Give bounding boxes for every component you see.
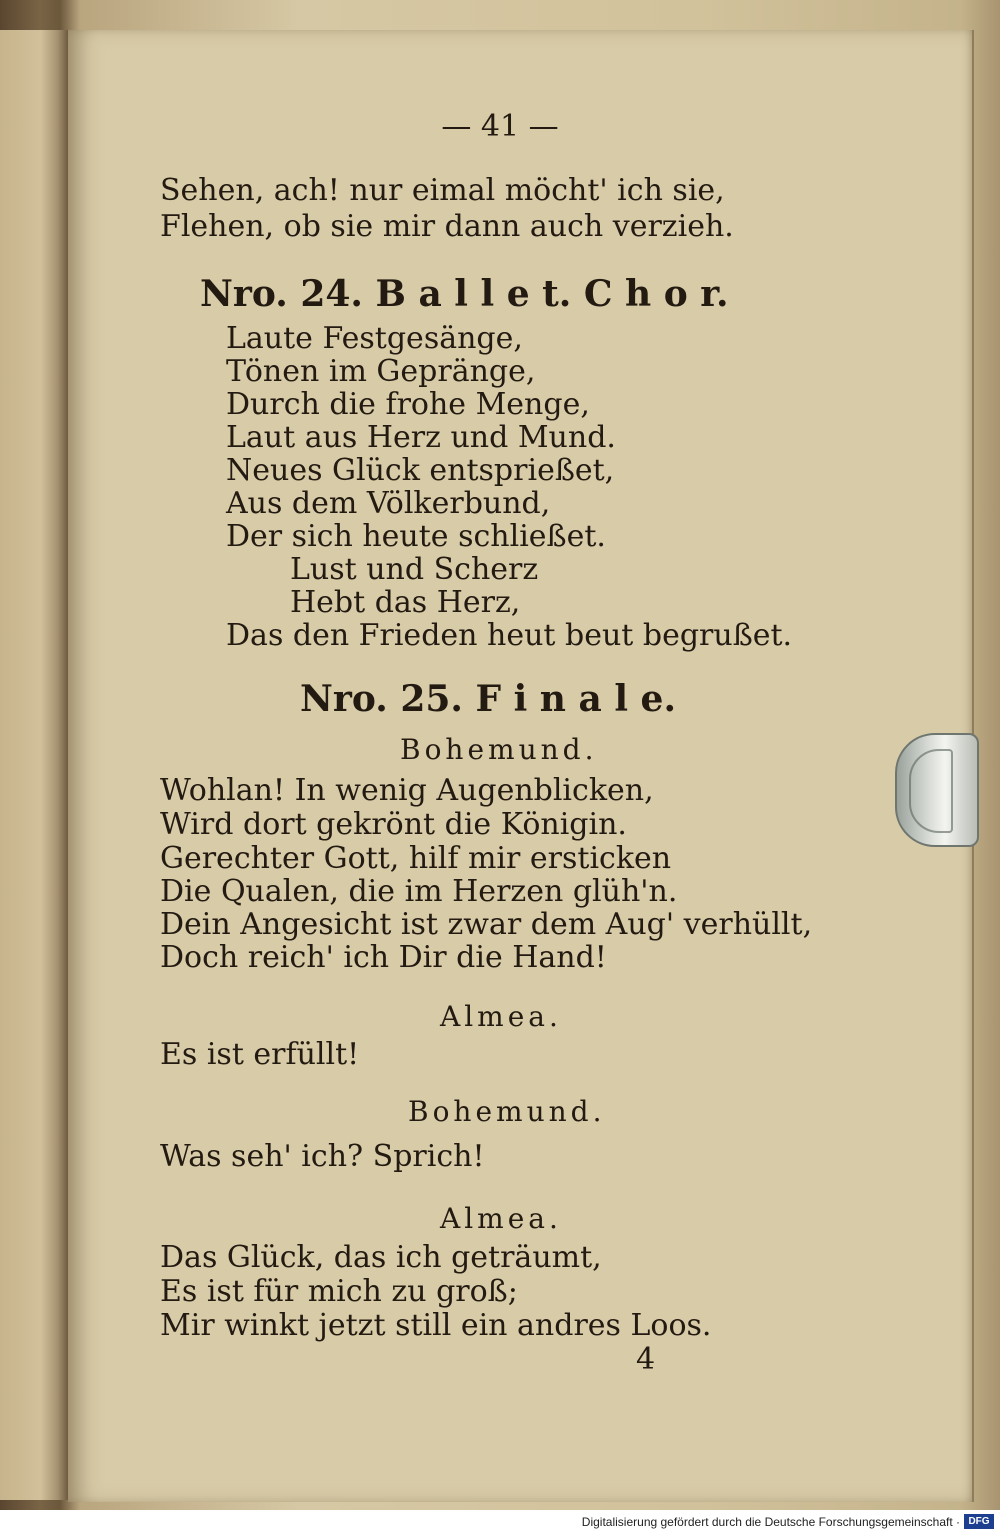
verse-line: Die Qualen, die im Herzen glüh'n.	[160, 874, 678, 909]
verse-line: Gerechter Gott, hilf mir ersticken	[160, 841, 672, 876]
verse-line: Laut aus Herz und Mund.	[226, 420, 616, 455]
page-clip	[895, 733, 979, 847]
verse-line: Das den Frieden heut beut begrußet.	[226, 618, 793, 653]
speaker-name: Almea.	[440, 1000, 562, 1033]
verse-line: Es ist für mich zu groß;	[160, 1274, 518, 1309]
verse-line: Aus dem Völkerbund,	[226, 486, 551, 521]
speaker-name: Bohemund.	[408, 1095, 606, 1128]
verse-line: Das Glück, das ich geträumt,	[160, 1240, 602, 1275]
verse-line: Tönen im Gepränge,	[226, 354, 536, 389]
page-number: — 41 —	[441, 109, 559, 144]
dfg-logo: DFG	[964, 1514, 994, 1529]
digitization-footer	[0, 1510, 1000, 1534]
verse-line: Neues Glück entsprießet,	[226, 453, 615, 488]
verse-line: Was seh' ich? Sprich!	[160, 1139, 485, 1174]
speaker-name: Bohemund.	[400, 733, 598, 766]
intro-line: Sehen, ach! nur eimal möcht' ich sie,	[160, 173, 725, 208]
speaker-name: Almea.	[440, 1202, 562, 1235]
signature-mark: 4	[636, 1342, 656, 1377]
verse-line: Hebt das Herz,	[290, 585, 521, 620]
intro-line: Flehen, ob sie mir dann auch verzieh.	[160, 209, 734, 244]
facing-page-edge	[0, 30, 68, 1500]
page-clip-inner	[909, 749, 953, 833]
verse-line: Mir winkt jetzt still ein andres Loos.	[160, 1308, 712, 1343]
verse-line: Wohlan! In wenig Augenblicken,	[160, 773, 654, 808]
section-heading: Nro. 24. B a l l e t. C h o r.	[200, 273, 729, 315]
verse-line: Dein Angesicht ist zwar dem Aug' verhüllt,	[160, 907, 813, 942]
verse-line: Der sich heute schließet.	[226, 519, 606, 554]
verse-line: Doch reich' ich Dir die Hand!	[160, 940, 607, 975]
verse-line: Lust und Scherz	[290, 552, 539, 587]
verse-line: Laute Festgesänge,	[226, 321, 523, 356]
verse-line: Durch die frohe Menge,	[226, 387, 590, 422]
section-heading: Nro. 25. F i n a l e.	[300, 678, 676, 720]
verse-line: Es ist erfüllt!	[160, 1037, 360, 1072]
footer-credit: Digitalisierung gefördert durch die Deutsche Forschungsgemeinschaft ·	[581, 1515, 960, 1529]
verse-line: Wird dort gekrönt die Königin.	[160, 807, 627, 842]
